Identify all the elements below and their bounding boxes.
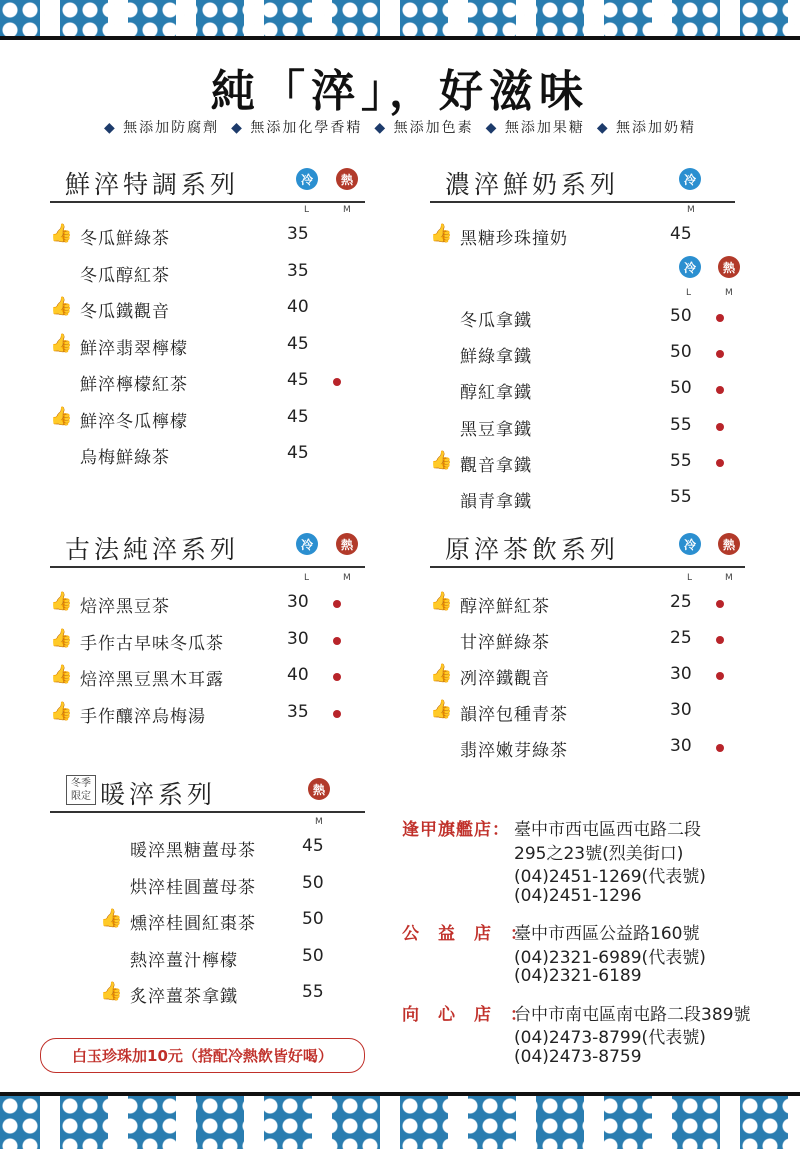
menu-item-name: 觀音拿鐵: [460, 455, 532, 476]
thumbs-up-icon: 👍: [50, 664, 73, 685]
store-name: 向 心 店 ：: [402, 1004, 528, 1025]
menu-item-price: 30: [670, 700, 692, 720]
cold-icon: 冷: [679, 256, 701, 278]
hot-icon: 熱: [718, 533, 740, 555]
menu-item-name: 燻淬桂圓紅棗茶: [130, 914, 256, 934]
menu-item-price: 30: [670, 664, 692, 684]
menu-item-name: 冽淬鐵觀音: [460, 669, 550, 689]
hot-available-dot: [716, 314, 724, 322]
menu-item-price: 45: [302, 836, 324, 856]
menu-item-price: 50: [670, 306, 692, 326]
tag: ◆ 無添加果糖: [486, 120, 585, 136]
store-detail: (04)2473-8799(代表號): [514, 1028, 706, 1048]
size-label-L: L: [687, 573, 693, 583]
section-rule: [50, 811, 365, 813]
size-label-M: M: [725, 573, 733, 583]
section-rule: [50, 201, 365, 203]
hot-available-dot: [716, 459, 724, 467]
store-detail: (04)2451-1269(代表號): [514, 867, 706, 887]
menu-item-price: 50: [302, 909, 324, 929]
decorative-border-bottom: [0, 1092, 800, 1149]
hot-icon: 熱: [336, 168, 358, 190]
menu-item-name: 烏梅鮮綠茶: [80, 448, 170, 468]
menu-item-price: 55: [670, 414, 692, 435]
tag: ◆ 無添加防腐劑: [104, 120, 219, 136]
hot-available-dot: [716, 672, 724, 680]
menu-item-price: 45: [287, 406, 309, 427]
menu-item-price: 50: [670, 378, 692, 399]
thumbs-up-icon: 👍: [100, 981, 123, 1002]
hot-available-dot: [716, 744, 724, 752]
store-detail: (04)2473-8759: [514, 1046, 642, 1067]
hot-available-dot: [333, 600, 341, 608]
hot-available-dot: [333, 710, 341, 718]
section-rule: [430, 201, 735, 203]
menu-item-price: 50: [302, 945, 324, 966]
menu-item-name: 醇淬鮮紅茶: [460, 597, 550, 617]
store-name: 公 益 店 ：: [402, 924, 528, 944]
thumbs-up-icon: 👍: [50, 405, 73, 427]
hot-icon: 熱: [308, 778, 330, 800]
size-label-L: L: [686, 288, 692, 298]
menu-item-name: 暖淬黑糖薑母茶: [130, 841, 256, 861]
store-detail: 臺中市西屯區西屯路二段: [514, 820, 701, 840]
menu-item-name: 鮮淬檸檬紅茶: [80, 375, 188, 395]
menu-item-price: 45: [287, 333, 309, 354]
tag: ◆ 無添加色素: [374, 120, 473, 136]
menu-item-price: 55: [302, 982, 324, 1002]
section-title: 古法純淬系列: [65, 535, 240, 564]
menu-item-price: 50: [670, 342, 692, 363]
menu-item-name: 翡淬嫩芽綠茶: [460, 741, 568, 761]
menu-item-name: 甘淬鮮綠茶: [460, 633, 550, 653]
menu-item-price: 40: [287, 297, 309, 317]
thumbs-up-icon: 👍: [430, 449, 453, 471]
section-title: 暖淬系列: [100, 780, 217, 809]
store-detail: 台中市南屯區南屯路二段389號: [514, 1004, 751, 1025]
menu-item-name: 熱淬薑汁檸檬: [130, 950, 238, 971]
cold-icon: 冷: [296, 533, 318, 555]
menu-item-price: 25: [670, 592, 692, 612]
store-detail: 295之23號(烈美街口): [514, 843, 684, 864]
menu-item-price: 35: [287, 701, 309, 722]
winter-limited-badge: 冬季限定: [66, 775, 96, 805]
hot-available-dot: [716, 636, 724, 644]
store-name: 逢甲旗艦店：: [402, 820, 510, 840]
size-label-M: M: [343, 573, 351, 583]
thumbs-up-icon: 👍: [50, 700, 73, 722]
menu-item-name: 手作古早味冬瓜茶: [80, 633, 224, 654]
menu-item-name: 冬瓜醇紅茶: [80, 265, 170, 286]
thumbs-up-icon: 👍: [430, 591, 453, 612]
menu-item-price: 30: [670, 736, 692, 756]
size-label-L: L: [304, 573, 310, 583]
thumbs-up-icon: 👍: [430, 699, 453, 720]
thumbs-up-icon: 👍: [50, 591, 73, 612]
hot-available-dot: [716, 423, 724, 431]
size-label-L: L: [304, 205, 310, 215]
menu-item-name: 醇紅拿鐵: [460, 383, 532, 404]
store-detail: (04)2451-1296: [514, 885, 642, 906]
menu-item-price: 55: [670, 450, 692, 471]
hot-available-dot: [333, 378, 341, 386]
hot-icon: 熱: [718, 256, 740, 278]
store-detail: (04)2321-6189: [514, 966, 642, 986]
menu-item-price: 40: [287, 665, 309, 685]
menu-item-price: 45: [287, 443, 309, 463]
thumbs-up-icon: 👍: [100, 908, 123, 929]
hot-available-dot: [333, 637, 341, 645]
menu-item-name: 鮮綠拿鐵: [460, 347, 532, 368]
hot-icon: 熱: [336, 533, 358, 555]
size-label-M: M: [725, 288, 733, 298]
menu-item-name: 韻淬包種青茶: [460, 705, 568, 725]
section-rule: [50, 566, 365, 568]
menu-item-name: 手作釀淬烏梅湯: [80, 706, 206, 727]
cold-icon: 冷: [679, 168, 701, 190]
cold-icon: 冷: [679, 533, 701, 555]
section-title: 鮮淬特調系列: [65, 170, 240, 199]
menu-item-price: 50: [302, 872, 324, 893]
menu-item-price: 45: [287, 370, 309, 390]
section-rule: [430, 566, 745, 568]
thumbs-up-icon: 👍: [50, 332, 73, 354]
menu-item-name: 焙淬黑豆黑木耳露: [80, 670, 224, 690]
menu-item-name: 鮮淬冬瓜檸檬: [80, 411, 188, 432]
cold-icon: 冷: [296, 168, 318, 190]
menu-item-name: 韻青拿鐵: [460, 492, 532, 512]
store-detail: (04)2321-6989(代表號): [514, 947, 706, 968]
decorative-border-top: [0, 0, 800, 40]
page-title: 純「淬」，好滋味: [211, 66, 589, 117]
menu-item-name: 冬瓜鐵觀音: [80, 302, 170, 322]
tag: ◆ 無添加奶精: [597, 120, 696, 136]
menu-item-name: 鮮淬翡翠檸檬: [80, 338, 188, 359]
tag: ◆ 無添加化學香精: [231, 120, 362, 136]
menu-item-name: 黑糖珍珠撞奶: [460, 229, 568, 249]
menu-item-price: 55: [670, 487, 692, 507]
menu-item-price: 25: [670, 628, 692, 648]
hot-available-dot: [716, 600, 724, 608]
menu-item-price: 35: [287, 224, 309, 244]
menu-item-price: 30: [287, 592, 309, 612]
thumbs-up-icon: 👍: [50, 627, 73, 649]
thumbs-up-icon: 👍: [430, 223, 453, 244]
section-title: 濃淬鮮奶系列: [445, 170, 620, 199]
menu-item-name: 冬瓜鮮綠茶: [80, 229, 170, 249]
menu-item-name: 炙淬薑茶拿鐵: [130, 987, 238, 1007]
menu-item-name: 烘淬桂圓薑母茶: [130, 877, 256, 898]
thumbs-up-icon: 👍: [50, 296, 73, 317]
size-label-M: M: [687, 205, 695, 215]
menu-item-price: 35: [287, 260, 309, 281]
menu-item-price: 30: [287, 628, 309, 649]
size-label-M: M: [343, 205, 351, 215]
hot-available-dot: [716, 350, 724, 358]
menu-item-name: 焙淬黑豆茶: [80, 597, 170, 617]
menu-item-name: 冬瓜拿鐵: [460, 311, 532, 331]
thumbs-up-icon: 👍: [430, 663, 453, 684]
no-additive-tags: [0, 117, 800, 137]
menu-item-name: 黑豆拿鐵: [460, 419, 532, 440]
store-detail: 臺中市西區公益路160號: [514, 924, 700, 944]
hot-available-dot: [333, 673, 341, 681]
section-title: 原淬茶飲系列: [445, 535, 620, 564]
menu-item-price: 45: [670, 224, 692, 244]
pearl-addon-note: 白玉珍珠加10元（搭配冷熱飲皆好喝）: [40, 1038, 365, 1073]
hot-available-dot: [716, 386, 724, 394]
thumbs-up-icon: 👍: [50, 223, 73, 244]
size-label-M: M: [315, 817, 323, 827]
